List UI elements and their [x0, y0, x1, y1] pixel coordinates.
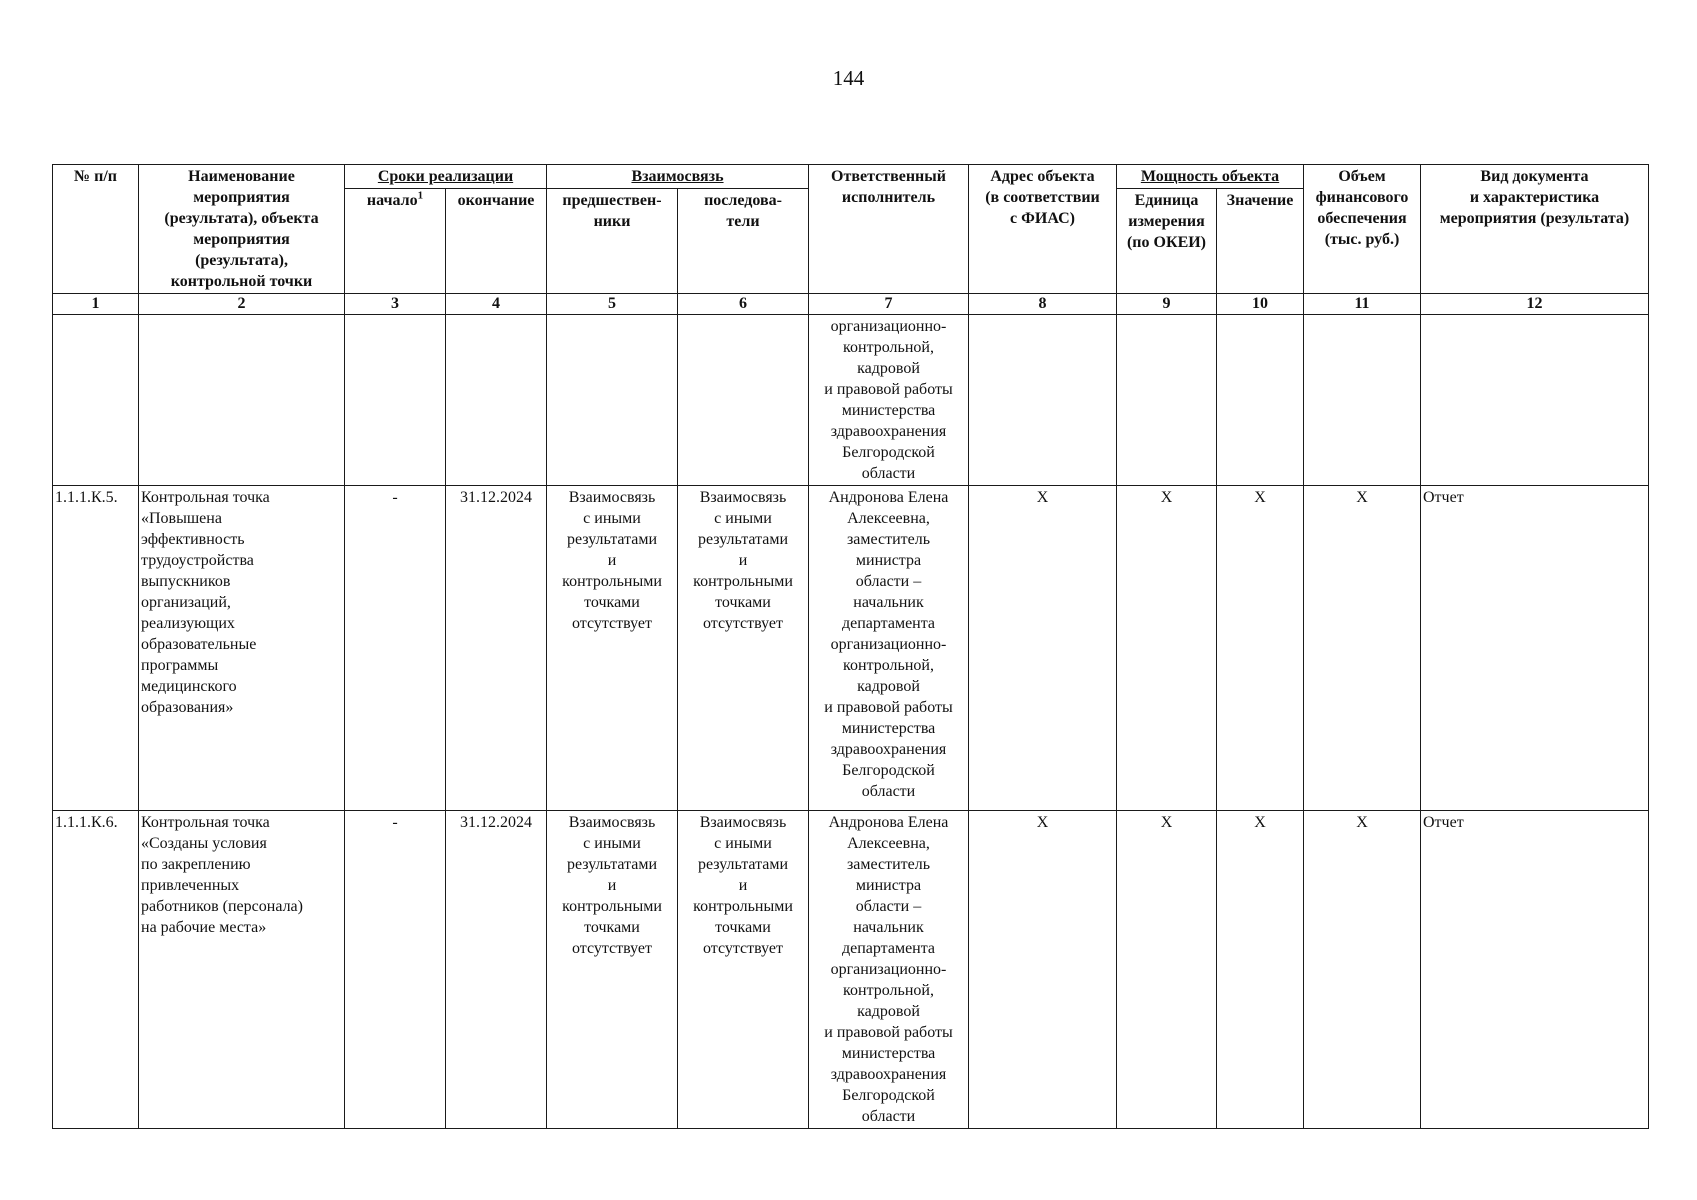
cell-end: 31.12.2024 [446, 811, 547, 1129]
column-number-row [53, 294, 1649, 315]
cell-empty [678, 315, 809, 486]
cell-name: Контрольная точка «Созданы условия по закреплению привлеченных работников (персонала) на рабочие места» [139, 811, 345, 1129]
cell-predecessors: Взаимосвязь с иными результатами и контрольными точками отсутствует [547, 486, 678, 811]
column-number: 5 [547, 294, 678, 315]
header-successors: последова- тели [678, 189, 809, 294]
header-num: № п/п [53, 165, 139, 294]
cell-empty [1117, 315, 1217, 486]
cell-address: X [969, 486, 1117, 811]
cell-num: 1.1.1.К.6. [53, 811, 139, 1129]
cell-unit: X [1117, 486, 1217, 811]
header-responsible: Ответственный исполнитель [809, 165, 969, 294]
cell-value: X [1217, 486, 1304, 811]
header-unit: Единица измерения (по ОКЕИ) [1117, 189, 1217, 294]
column-number: 10 [1217, 294, 1304, 315]
cell-finance: X [1304, 811, 1421, 1129]
cell-finance: X [1304, 486, 1421, 811]
column-number: 4 [446, 294, 547, 315]
cell-predecessors: Взаимосвязь с иными результатами и контрольными точками отсутствует [547, 811, 678, 1129]
header-address: Адрес объекта (в соответствии с ФИАС) [969, 165, 1117, 294]
cell-num: 1.1.1.К.5. [53, 486, 139, 811]
column-number: 6 [678, 294, 809, 315]
table-row-continuation [53, 315, 1649, 486]
header-row-1 [53, 165, 1649, 189]
header-name: Наименование мероприятия (результата), объекта мероприятия (результата), контрольной точки [139, 165, 345, 294]
cell-empty [969, 315, 1117, 486]
header-start-label: начало [366, 192, 418, 210]
cell-successors: Взаимосвязь с иными результатами и контрольными точками отсутствует [678, 811, 809, 1129]
cell-start: - [345, 486, 446, 811]
column-number: 7 [809, 294, 969, 315]
cell-address: X [969, 811, 1117, 1129]
column-number: 8 [969, 294, 1117, 315]
cell-start: - [345, 811, 446, 1129]
cell-responsible: организационно- контрольной, кадровой и правовой работы министерства здравоохранения Белгородской области [809, 315, 969, 486]
page-number: 144 [832, 66, 865, 90]
header-start [345, 189, 446, 294]
cell-empty [53, 315, 139, 486]
activities-table [52, 164, 1649, 1129]
cell-unit: X [1117, 811, 1217, 1129]
cell-empty [446, 315, 547, 486]
cell-successors: Взаимосвязь с иными результатами и контрольными точками отсутствует [678, 486, 809, 811]
header-capacity-group: Мощность объекта [1117, 165, 1304, 189]
cell-empty [139, 315, 345, 486]
column-number: 1 [53, 294, 139, 315]
header-start-footnote: 1 [417, 189, 424, 202]
header-terms-group: Сроки реализации [345, 165, 547, 189]
cell-empty [547, 315, 678, 486]
header-end: окончание [446, 189, 547, 294]
cell-end: 31.12.2024 [446, 486, 547, 811]
cell-doc: Отчет [1421, 811, 1649, 1129]
table-row [53, 811, 1649, 1129]
header-predecessors: предшествен- ники [547, 189, 678, 294]
column-number: 9 [1117, 294, 1217, 315]
cell-empty [345, 315, 446, 486]
cell-responsible: Андронова Елена Алексеевна, заместитель министра области – начальник департамента организационно- контрольной, кадровой и правовой работы министерства здравоохранения Белгородской области [809, 811, 969, 1129]
table-row [53, 486, 1649, 811]
column-number: 3 [345, 294, 446, 315]
cell-empty [1217, 315, 1304, 486]
cell-empty [1421, 315, 1649, 486]
cell-doc: Отчет [1421, 486, 1649, 811]
cell-empty [1304, 315, 1421, 486]
column-number: 11 [1304, 294, 1421, 315]
cell-name: Контрольная точка «Повышена эффективность трудоустройства выпускников организаций, реализующих образовательные программы медицинского образования» [139, 486, 345, 811]
header-relation-group: Взаимосвязь [547, 165, 809, 189]
column-number: 2 [139, 294, 345, 315]
column-number: 12 [1421, 294, 1649, 315]
cell-value: X [1217, 811, 1304, 1129]
header-value: Значение [1217, 189, 1304, 294]
header-doc: Вид документа и характеристика мероприятия (результата) [1421, 165, 1649, 294]
header-finance: Объем финансового обеспечения (тыс. руб.) [1304, 165, 1421, 294]
cell-responsible: Андронова Елена Алексеевна, заместитель министра области – начальник департамента организационно- контрольной, кадровой и правовой работы министерства здравоохранения Белгородской области [809, 486, 969, 811]
